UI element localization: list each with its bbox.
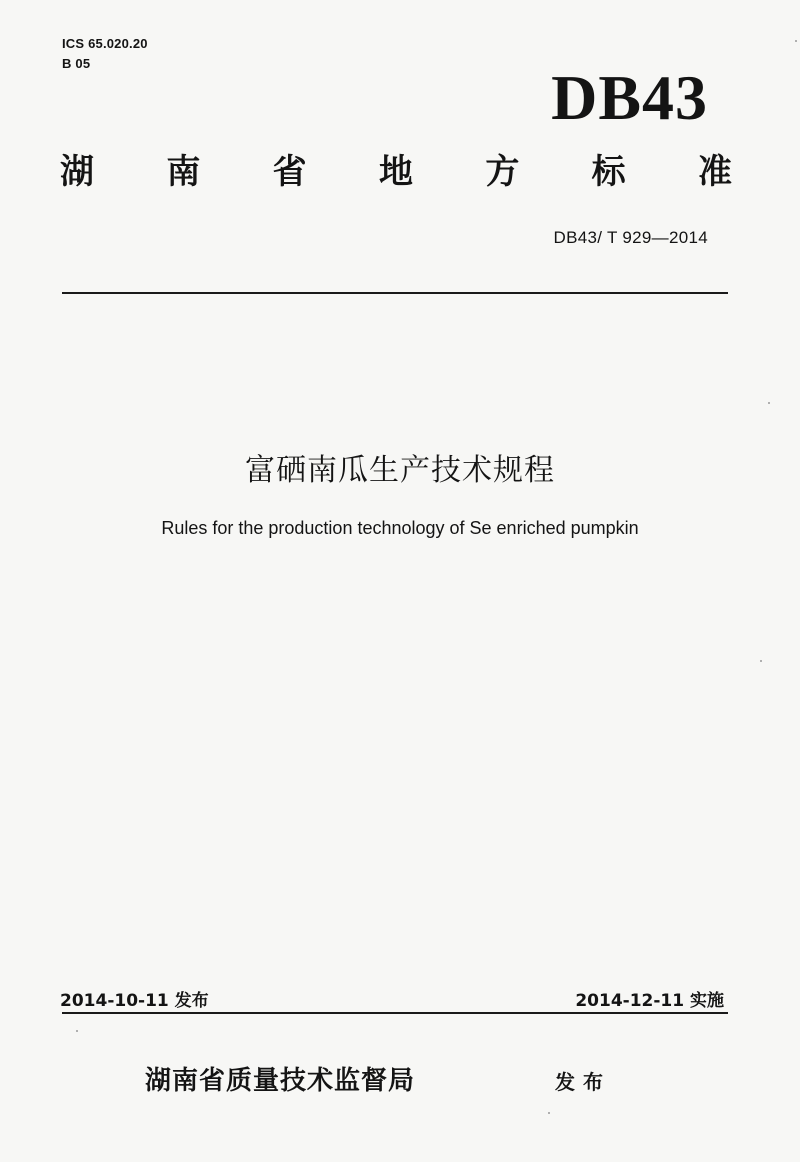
standard-number: DB43/ T 929—2014 xyxy=(553,228,708,247)
standard-type-char: 标 xyxy=(591,152,626,192)
scan-speck xyxy=(760,660,762,662)
standard-type-char: 方 xyxy=(485,152,520,192)
standard-type-char: 准 xyxy=(697,152,732,192)
standard-type-heading xyxy=(60,152,732,193)
implementation-date: 2014-12-11 实施 xyxy=(575,991,724,1011)
publish-label: 发布 xyxy=(555,1070,611,1094)
standard-type-char: 湖 xyxy=(60,152,94,192)
bottom-divider xyxy=(62,1012,728,1014)
standard-type-char: 省 xyxy=(272,152,307,192)
standard-type-char: 地 xyxy=(378,152,413,192)
standard-type-char: 南 xyxy=(166,152,201,192)
english-title: Rules for the production technology of Se enriched pumpkin xyxy=(161,518,639,538)
standard-code-logo: DB43 xyxy=(551,62,708,133)
scan-speck xyxy=(548,1112,550,1114)
chinese-title: 富硒南瓜生产技术规程 xyxy=(245,453,555,488)
scan-speck xyxy=(795,40,797,42)
publisher-name: 湖南省质量技术监督局 xyxy=(145,1066,416,1096)
top-divider xyxy=(62,292,728,294)
ics-code: ICS 65.020.20 xyxy=(62,36,148,51)
scan-speck xyxy=(768,402,770,404)
scan-speck xyxy=(76,1030,78,1032)
issue-date: 2014-10-11 发布 xyxy=(60,991,209,1011)
ccs-code: B 05 xyxy=(62,56,91,71)
